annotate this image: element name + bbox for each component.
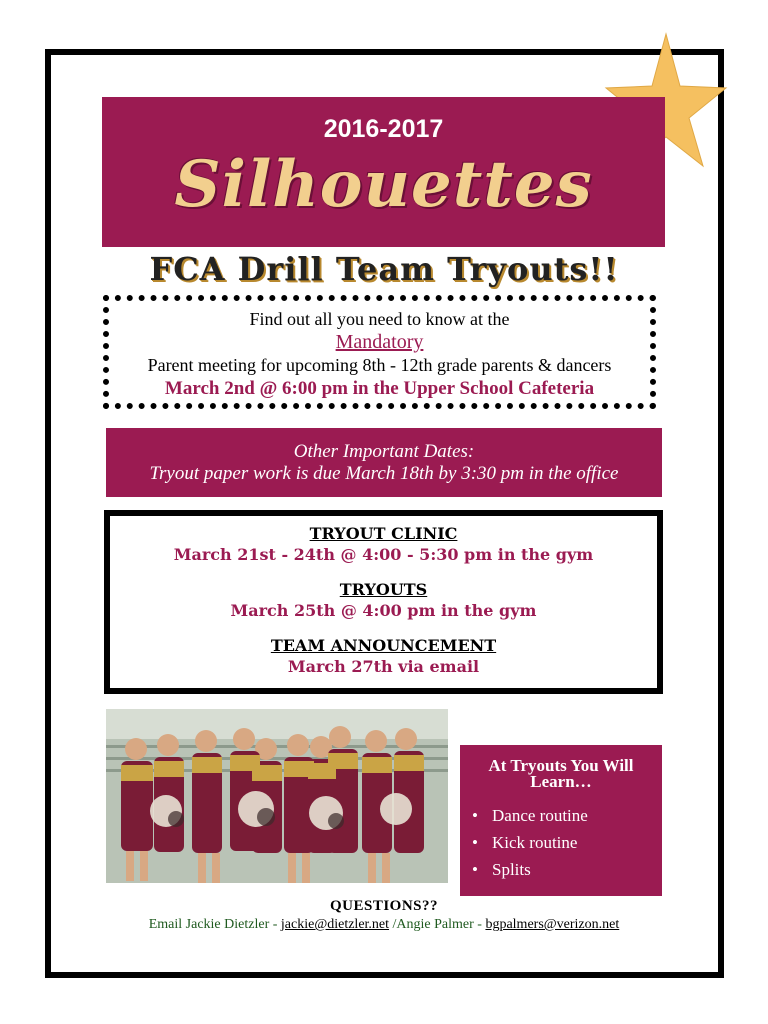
meeting-description: Parent meeting for upcoming 8th - 12th grade parents & dancers	[147, 355, 612, 375]
contact-prefix-1: Email Jackie Dietzler -	[148, 917, 281, 932]
learn-box	[460, 745, 662, 896]
important-dates-heading: Other Important Dates:	[293, 441, 475, 462]
announcement-detail: March 27th via email	[287, 657, 480, 676]
contact-prefix-2: /Angie Palmer -	[389, 917, 486, 932]
clinic-heading: TRYOUT CLINIC	[309, 524, 458, 543]
important-dates-detail: Tryout paper work is due March 18th by 3:30 pm in the office	[149, 463, 619, 484]
meeting-notice	[103, 295, 656, 409]
learn-title: At Tryouts You Will Learn…	[488, 756, 634, 791]
questions-heading: QUESTIONS??	[329, 898, 439, 914]
clinic-detail: March 21st - 24th @ 4:00 - 5:30 pm in the gym	[173, 545, 594, 564]
email-link-jackie[interactable]: jackie@dietzler.net	[280, 917, 390, 932]
tryouts-heading: TRYOUTS	[339, 580, 428, 599]
team-name: Silhouettes	[174, 147, 593, 222]
tryouts-detail: March 25th @ 4:00 pm in the gym	[230, 601, 537, 620]
page-title: FCA Drill Team Tryouts!!	[149, 250, 619, 288]
contact-line	[60, 917, 708, 933]
important-dates	[106, 428, 662, 497]
title-banner	[102, 97, 665, 247]
list-item: • Splits	[472, 856, 662, 883]
announcement-heading: TEAM ANNOUNCEMENT	[270, 636, 497, 655]
meeting-date: March 2nd @ 6:00 pm in the Upper School Cafeteria	[164, 378, 595, 399]
mandatory-label: Mandatory	[335, 331, 424, 353]
learn-list	[460, 802, 662, 883]
schedule-box	[104, 510, 663, 694]
season-year: 2016-2017	[323, 115, 444, 143]
list-item: • Kick routine	[472, 829, 662, 856]
email-link-angie[interactable]: bgpalmers@verizon.net	[485, 917, 620, 932]
team-photo	[106, 709, 448, 883]
list-item: • Dance routine	[472, 802, 662, 829]
meeting-intro: Find out all you need to know at the	[249, 309, 510, 329]
